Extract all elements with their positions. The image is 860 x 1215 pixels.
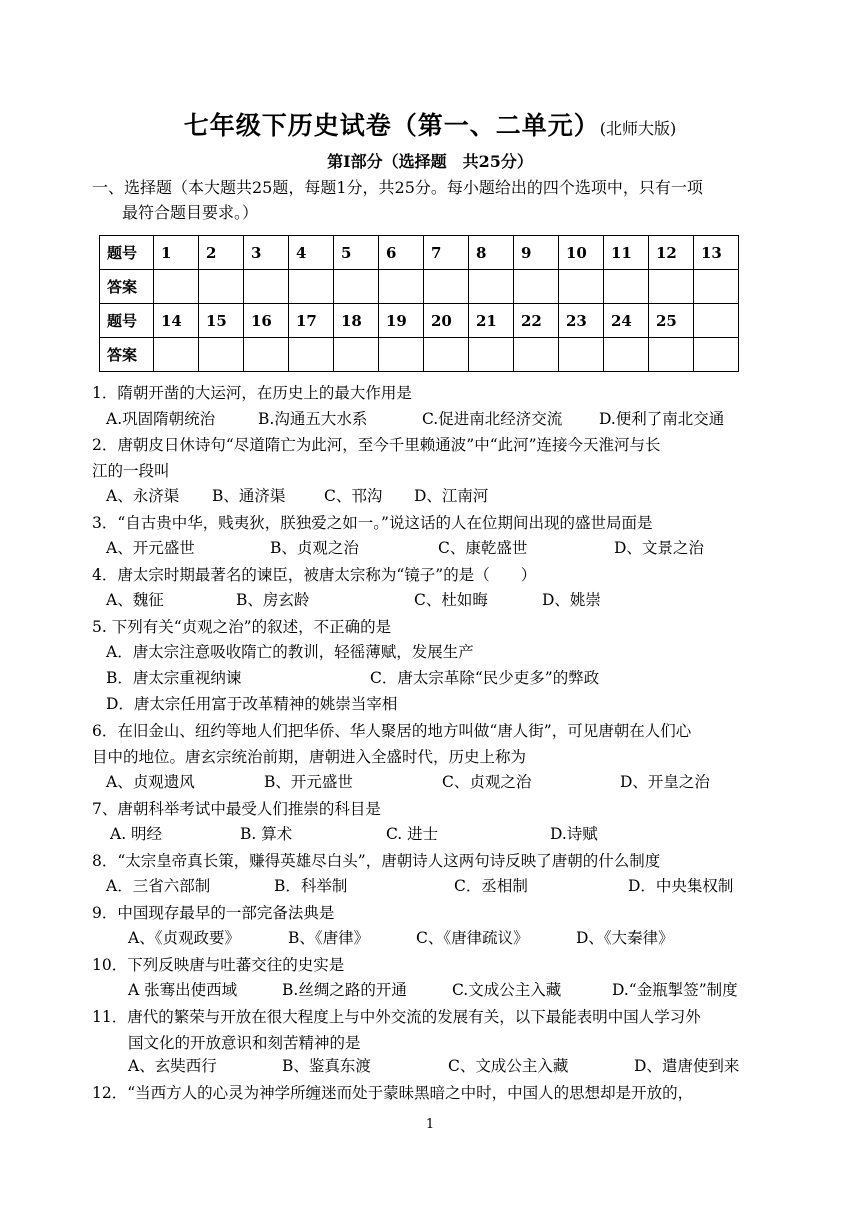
question-option[interactable]: D.诗赋 <box>550 825 598 843</box>
question-option[interactable]: B、鉴真东渡 <box>282 1057 371 1075</box>
question-option[interactable]: A.巩固隋朝统治 <box>106 410 216 428</box>
question-number-cell: 6 <box>379 236 424 270</box>
question-number-cell: 5 <box>334 236 379 270</box>
question-number-cell: 23 <box>559 304 604 338</box>
question-number-cell: 13 <box>694 236 739 270</box>
question-option[interactable]: B.沟通五大水系 <box>258 410 368 428</box>
question-option[interactable]: C.文成公主入藏 <box>452 981 562 999</box>
answer-cell[interactable] <box>334 338 379 372</box>
question-number-cell: 4 <box>289 236 334 270</box>
question-option[interactable]: A、贞观遗风 <box>106 773 195 791</box>
question-option[interactable]: B、房玄龄 <box>236 591 310 609</box>
question-number-cell: 12 <box>649 236 694 270</box>
question-option[interactable]: D、江南河 <box>414 487 489 505</box>
answer-table <box>99 235 739 372</box>
answer-cell[interactable] <box>694 270 739 304</box>
question-stem: 2．唐朝皮日休诗句“尽道隋亡为此河，至今千里赖通波”中“此河”连接今天淮河与长 <box>92 436 661 454</box>
title-main: 七年级下历史试卷（第一、二单元） <box>183 111 600 140</box>
question-number-cell: 7 <box>424 236 469 270</box>
question-option[interactable]: B．唐太宗重视纳谏 <box>106 669 242 687</box>
question-option[interactable]: D、姚崇 <box>542 591 601 609</box>
title-edition: (北师大版) <box>599 119 677 138</box>
answer-cell[interactable] <box>514 338 559 372</box>
answer-cell[interactable] <box>424 338 469 372</box>
question-number-cell: 10 <box>559 236 604 270</box>
answer-cell[interactable] <box>604 270 649 304</box>
question-option[interactable]: B、开元盛世 <box>264 773 353 791</box>
question-option[interactable]: B、《唐律》 <box>288 929 370 947</box>
answer-cell[interactable] <box>199 270 244 304</box>
question-option[interactable]: C．丞相制 <box>454 877 528 895</box>
question-option[interactable]: C、杜如晦 <box>414 591 488 609</box>
question-number-row <box>100 304 739 338</box>
question-option[interactable]: B、通济渠 <box>212 487 286 505</box>
question-stem: 8．“太宗皇帝真长策，赚得英雄尽白头”，唐朝诗人这两句诗反映了唐朝的什么制度 <box>92 852 661 870</box>
question-option[interactable]: D、开皇之治 <box>620 773 710 791</box>
question-number-cell: 18 <box>334 304 379 338</box>
question-option[interactable]: B. 算术 <box>240 825 293 843</box>
part-title: 第Ⅰ部分（选择题 共25分） <box>327 152 533 171</box>
answer-cell[interactable] <box>154 338 199 372</box>
question-option[interactable]: B、贞观之治 <box>270 539 359 557</box>
question-stem: 1．隋朝开凿的大运河，在历史上的最大作用是 <box>92 384 412 402</box>
question-option[interactable]: C、《唐律疏议》 <box>416 929 529 947</box>
question-option[interactable]: A、魏征 <box>106 591 164 609</box>
answer-cell[interactable] <box>154 270 199 304</box>
question-option[interactable]: A．唐太宗注意吸收隋亡的教训，轻徭薄赋，发展生产 <box>106 643 474 661</box>
question-number-cell: 9 <box>514 236 559 270</box>
answer-cell[interactable] <box>694 338 739 372</box>
answer-cell[interactable] <box>379 338 424 372</box>
instructions-line-1: 一、选择题（本大题共25题，每题1分，共25分。每小题给出的四个选项中，只有一项 <box>92 178 703 197</box>
question-stem: 4．唐太宗时期最著名的谏臣，被唐太宗称为“镜子”的是（ ） <box>92 566 537 584</box>
question-option[interactable]: C. 进士 <box>386 825 439 843</box>
answer-label: 答案 <box>100 270 154 304</box>
question-option[interactable]: C、贞观之治 <box>442 773 532 791</box>
question-stem: 国文化的开放意识和刻苦精神的是 <box>128 1034 361 1052</box>
question-number-cell: 1 <box>154 236 199 270</box>
question-number-cell: 16 <box>244 304 289 338</box>
question-option[interactable]: D、遣唐使到来 <box>634 1057 740 1075</box>
answer-cell[interactable] <box>289 270 334 304</box>
question-number-cell: 22 <box>514 304 559 338</box>
question-number-cell: 20 <box>424 304 469 338</box>
question-number-cell: 11 <box>604 236 649 270</box>
question-option[interactable]: C.促进南北经济交流 <box>422 410 563 428</box>
answer-cell[interactable] <box>604 338 649 372</box>
question-number-label: 题号 <box>100 236 154 270</box>
question-option[interactable]: B.丝绸之路的开通 <box>282 981 407 999</box>
question-number-cell: 19 <box>379 304 424 338</box>
question-number-cell: 8 <box>469 236 514 270</box>
question-number-cell: 3 <box>244 236 289 270</box>
question-option[interactable]: D.“金瓶掣签”制度 <box>612 981 738 999</box>
section-instructions <box>92 175 782 225</box>
question-option[interactable]: D.便利了南北交通 <box>599 410 725 428</box>
question-option[interactable]: A．三省六部制 <box>106 877 211 895</box>
question-number-cell: 24 <box>604 304 649 338</box>
question-stem: 江的一段叫 <box>92 462 170 480</box>
question-stem: 6．在旧金山、纽约等地人们把华侨、华人聚居的地方叫做“唐人街”，可见唐朝在人们心 <box>92 722 692 740</box>
question-option[interactable]: C．唐太宗革除“民少吏多”的弊政 <box>370 669 600 687</box>
question-number-cell: 17 <box>289 304 334 338</box>
question-number-label: 题号 <box>100 304 154 338</box>
question-option[interactable]: C、文成公主入藏 <box>448 1057 569 1075</box>
question-number-cell: 25 <box>649 304 694 338</box>
answer-cell[interactable] <box>244 338 289 372</box>
question-option[interactable]: C、邗沟 <box>324 487 383 505</box>
answer-label: 答案 <box>100 338 154 372</box>
question-stem: 5. 下列有关“贞观之治”的叙述，不正确的是 <box>92 618 392 636</box>
question-stem: 10．下列反映唐与吐蕃交往的史实是 <box>92 956 345 974</box>
question-option[interactable]: A 张骞出使西域 <box>128 981 238 999</box>
answer-cell[interactable] <box>559 338 604 372</box>
question-stem: 目中的地位。唐玄宗统治前期，唐朝进入全盛时代，历史上称为 <box>92 748 527 766</box>
question-option[interactable]: B．科举制 <box>274 877 348 895</box>
answer-cell[interactable] <box>334 270 379 304</box>
question-option[interactable]: A、玄奘西行 <box>128 1057 217 1075</box>
answer-cell[interactable] <box>199 338 244 372</box>
question-option[interactable]: D、文景之治 <box>614 539 704 557</box>
page-number: 1 <box>425 1117 435 1132</box>
question-option[interactable]: A、开元盛世 <box>106 539 195 557</box>
answer-cell[interactable] <box>649 338 694 372</box>
question-stem: 7、唐朝科举考试中最受人们推崇的科目是 <box>92 800 381 818</box>
answer-row <box>100 270 739 304</box>
answer-cell[interactable] <box>514 270 559 304</box>
question-number-row <box>100 236 739 270</box>
answer-cell[interactable] <box>244 270 289 304</box>
question-option[interactable]: C、康乾盛世 <box>438 539 528 557</box>
question-stem: 9．中国现存最早的一部完备法典是 <box>92 904 335 922</box>
answer-cell[interactable] <box>289 338 334 372</box>
question-number-cell <box>694 304 739 338</box>
answer-cell[interactable] <box>424 270 469 304</box>
question-option[interactable]: D．唐太宗任用富于改革精神的姚崇当宰相 <box>106 695 398 713</box>
question-option[interactable]: A、《贞观政要》 <box>128 929 240 947</box>
question-stem: 3．“自古贵中华，贱夷狄，朕独爱之如一。”说这话的人在位期间出现的盛世局面是 <box>92 514 653 532</box>
question-option[interactable]: D、《大秦律》 <box>576 929 674 947</box>
question-option[interactable]: A、永济渠 <box>106 487 180 505</box>
answer-cell[interactable] <box>649 270 694 304</box>
answer-cell[interactable] <box>559 270 604 304</box>
question-option[interactable]: D．中央集权制 <box>628 877 734 895</box>
question-number-cell: 15 <box>199 304 244 338</box>
question-stem: 12．“当西方人的心灵为神学所缠迷而处于蒙昧黑暗之中时，中国人的思想却是开放的， <box>92 1084 694 1102</box>
instructions-line-2: 最符合题目要求。） <box>122 203 259 222</box>
answer-row <box>100 338 739 372</box>
question-number-cell: 2 <box>199 236 244 270</box>
answer-cell[interactable] <box>469 338 514 372</box>
question-number-cell: 14 <box>154 304 199 338</box>
question-stem: 11．唐代的繁荣与开放在很大程度上与中外交流的发展有关，以下最能表明中国人学习外 <box>92 1008 701 1026</box>
question-number-cell: 21 <box>469 304 514 338</box>
exam-title <box>0 106 860 142</box>
question-option[interactable]: A. 明经 <box>110 825 163 843</box>
answer-cell[interactable] <box>379 270 424 304</box>
answer-cell[interactable] <box>469 270 514 304</box>
